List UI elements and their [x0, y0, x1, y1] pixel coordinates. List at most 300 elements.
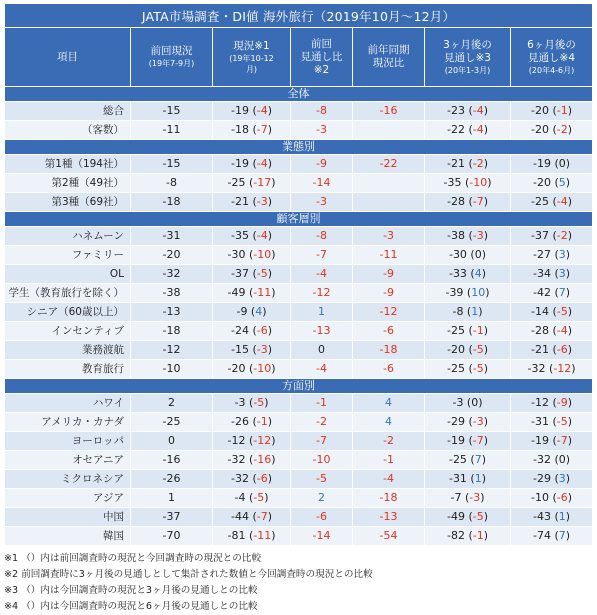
table-row	[5, 508, 593, 527]
current-diff: -5	[253, 491, 265, 504]
outlook-6m-value: -19	[532, 157, 551, 170]
current-diff: -3	[256, 343, 268, 356]
yoy-cell: -4	[353, 470, 425, 489]
row-label: アメリカ・カナダ	[5, 413, 131, 432]
vs-forecast-cell: -8	[291, 102, 353, 121]
outlook-6m-cell: -29 (3)	[511, 470, 593, 489]
outlook-3m-diff: 10	[471, 286, 486, 299]
outlook-6m-cell: -20 (-1)	[511, 102, 593, 121]
outlook-6m-diff: -12	[553, 362, 572, 375]
table-row	[5, 394, 593, 413]
row-label: 中国	[5, 508, 131, 527]
outlook-3m-diff: -7	[472, 434, 484, 447]
prev-status-cell: 2	[131, 394, 213, 413]
table-row	[5, 265, 593, 284]
footnotes	[4, 551, 592, 615]
vs-forecast-cell: -3	[291, 121, 353, 140]
current-status-cell: -12 (-12)	[213, 432, 291, 451]
vs-forecast-cell: -4	[291, 265, 353, 284]
current-status-cell: -44 (-7)	[213, 508, 291, 527]
current-value: -32	[230, 472, 249, 485]
outlook-6m-cell: -32 (0)	[511, 451, 593, 470]
outlook-3m-value: -25	[448, 453, 467, 466]
outlook-3m-cell: -25 (-1)	[425, 322, 511, 341]
current-value: -18	[230, 123, 249, 136]
outlook-6m-diff: 1	[558, 510, 566, 523]
outlook-3m-value: -35	[443, 176, 462, 189]
current-diff: -10	[253, 362, 272, 375]
outlook-6m-cell: -37 (-2)	[511, 227, 593, 246]
outlook-3m-value: -39	[445, 286, 464, 299]
outlook-6m-cell: -12 (-9)	[511, 394, 593, 413]
outlook-6m-diff: -5	[556, 305, 568, 318]
outlook-3m-cell: -20 (-5)	[425, 341, 511, 360]
table-row	[5, 102, 593, 121]
header-vs-forecast: 前回 見通し比 ※2	[291, 28, 353, 87]
yoy-cell: -12	[353, 303, 425, 322]
section-header-row	[5, 140, 593, 155]
outlook-3m-cell: -49 (-5)	[425, 508, 511, 527]
outlook-3m-cell: -39 (10)	[425, 284, 511, 303]
vs-forecast-cell: -14	[291, 527, 353, 546]
yoy-cell: 4	[353, 394, 425, 413]
table-row	[5, 303, 593, 322]
current-status-cell: -37 (-5)	[213, 265, 291, 284]
outlook-6m-value: -21	[531, 343, 549, 356]
outlook-3m-value: -3	[452, 396, 464, 409]
outlook-3m-value: -22	[446, 123, 465, 136]
current-status-cell: -20 (-10)	[213, 360, 291, 379]
di-table-container	[4, 3, 592, 615]
current-status-cell: -21 (-3)	[213, 193, 291, 212]
row-label: 第1種（194社）	[5, 155, 131, 174]
outlook-6m-cell: -74 (7)	[511, 527, 593, 546]
current-status-cell: -30 (-10)	[213, 246, 291, 265]
section-title: 全体	[5, 87, 593, 102]
current-diff: -4	[256, 157, 268, 170]
prev-status-cell: 1	[131, 489, 213, 508]
header-row	[5, 28, 593, 87]
current-diff: -3	[256, 195, 268, 208]
current-value: -37	[230, 267, 249, 280]
prev-status-cell: -11	[131, 121, 213, 140]
vs-forecast-cell: -2	[291, 413, 353, 432]
outlook-3m-diff: 0	[471, 396, 479, 409]
current-diff: 4	[255, 305, 263, 318]
outlook-6m-diff: 0	[558, 453, 566, 466]
current-status-cell: -35 (-4)	[213, 227, 291, 246]
outlook-6m-diff: -1	[556, 104, 568, 117]
prev-status-cell: -26	[131, 470, 213, 489]
yoy-cell	[353, 193, 425, 212]
current-diff: -11	[253, 529, 272, 542]
prev-status-cell: -18	[131, 322, 213, 341]
outlook-3m-value: -19	[446, 434, 465, 447]
prev-status-cell: -38	[131, 284, 213, 303]
table-row	[5, 360, 593, 379]
current-value: -24	[230, 324, 249, 337]
current-status-cell: -26 (-1)	[213, 413, 291, 432]
outlook-6m-diff: -6	[556, 343, 568, 356]
outlook-6m-value: -25	[531, 195, 549, 208]
prev-status-cell: -25	[131, 413, 213, 432]
outlook-3m-value: -30	[448, 248, 467, 261]
outlook-3m-diff: -3	[469, 491, 481, 504]
outlook-3m-cell: -82 (-1)	[425, 527, 511, 546]
outlook-6m-value: -31	[531, 415, 549, 428]
outlook-6m-cell: -43 (1)	[511, 508, 593, 527]
outlook-3m-value: -7	[450, 491, 462, 504]
outlook-3m-cell: -8 (1)	[425, 303, 511, 322]
current-status-cell: -18 (-7)	[213, 121, 291, 140]
outlook-6m-value: -14	[531, 305, 549, 318]
outlook-6m-cell: -32 (-12)	[511, 360, 593, 379]
outlook-6m-diff: -4	[556, 324, 568, 337]
yoy-cell	[353, 174, 425, 193]
yoy-cell: -54	[353, 527, 425, 546]
current-value: -26	[230, 415, 249, 428]
current-diff: -1	[256, 415, 268, 428]
outlook-3m-diff: 7	[474, 453, 482, 466]
yoy-cell: -18	[353, 341, 425, 360]
row-label: ファミリー	[5, 246, 131, 265]
outlook-6m-cell: -28 (-4)	[511, 322, 593, 341]
current-status-cell: -81 (-11)	[213, 527, 291, 546]
outlook-6m-cell: -27 (3)	[511, 246, 593, 265]
outlook-3m-cell: -38 (-3)	[425, 227, 511, 246]
outlook-3m-value: -20	[446, 343, 465, 356]
outlook-6m-value: -20	[531, 104, 549, 117]
outlook-6m-diff: -4	[556, 195, 568, 208]
outlook-3m-cell: -29 (-3)	[425, 413, 511, 432]
current-status-cell: -25 (-17)	[213, 174, 291, 193]
prev-status-cell: 0	[131, 432, 213, 451]
vs-forecast-cell: -13	[291, 322, 353, 341]
yoy-cell: -1	[353, 451, 425, 470]
vs-forecast-cell: -3	[291, 193, 353, 212]
current-value: -25	[227, 176, 246, 189]
vs-forecast-cell: 2	[291, 489, 353, 508]
prev-status-cell: -70	[131, 527, 213, 546]
current-value: -35	[230, 229, 249, 242]
outlook-6m-value: -42	[532, 286, 551, 299]
outlook-3m-diff: -4	[472, 104, 484, 117]
row-label: ミクロネシア	[5, 470, 131, 489]
yoy-cell: -2	[353, 432, 425, 451]
row-label: ヨーロッパ	[5, 432, 131, 451]
current-value: -15	[230, 343, 249, 356]
prev-status-cell: -37	[131, 508, 213, 527]
section-title: 顧客層別	[5, 212, 593, 227]
outlook-6m-diff: -9	[556, 396, 568, 409]
outlook-3m-cell: -7 (-3)	[425, 489, 511, 508]
outlook-3m-value: -33	[448, 267, 467, 280]
outlook-6m-diff: 3	[558, 472, 566, 485]
current-value: -19	[230, 157, 249, 170]
outlook-3m-diff: 1	[471, 305, 479, 318]
row-label: オセアニア	[5, 451, 131, 470]
current-value: -21	[230, 195, 249, 208]
current-status-cell: -3 (-5)	[213, 394, 291, 413]
outlook-6m-diff: 7	[558, 529, 566, 542]
vs-forecast-cell: -8	[291, 227, 353, 246]
current-status-cell: -24 (-6)	[213, 322, 291, 341]
outlook-3m-value: -82	[446, 529, 465, 542]
outlook-6m-cell: -10 (-6)	[511, 489, 593, 508]
current-value: -12	[227, 434, 246, 447]
header-3month-outlook: 3ヶ月後の 見通し※3 (20年1-3月)	[425, 28, 511, 87]
vs-forecast-cell: -1	[291, 394, 353, 413]
outlook-3m-value: -28	[446, 195, 465, 208]
outlook-6m-value: -43	[532, 510, 551, 523]
outlook-3m-diff: -1	[472, 324, 484, 337]
row-label: 学生（教育旅行を除く）	[5, 284, 131, 303]
outlook-3m-diff: -5	[472, 362, 484, 375]
current-status-cell: -49 (-11)	[213, 284, 291, 303]
vs-forecast-cell: -4	[291, 360, 353, 379]
outlook-6m-cell: -25 (-4)	[511, 193, 593, 212]
outlook-3m-diff: -1	[472, 529, 484, 542]
prev-status-cell: -31	[131, 227, 213, 246]
header-item: 項目	[5, 28, 131, 87]
section-title: 方面別	[5, 379, 593, 394]
outlook-6m-diff: -2	[556, 123, 568, 136]
row-label: ハワイ	[5, 394, 131, 413]
di-table	[4, 3, 593, 546]
current-diff: -7	[256, 510, 268, 523]
footnote: ※1 （）内は前回調査時の現況と今回調査時の現況との比較	[4, 553, 262, 564]
outlook-6m-value: -29	[532, 472, 551, 485]
outlook-3m-cell: -28 (-7)	[425, 193, 511, 212]
current-status-cell: -19 (-4)	[213, 102, 291, 121]
table-row	[5, 155, 593, 174]
row-label: 第3種（69社）	[5, 193, 131, 212]
current-value: -20	[227, 362, 246, 375]
outlook-6m-cell: -20 (-2)	[511, 121, 593, 140]
outlook-3m-cell: -31 (1)	[425, 470, 511, 489]
table-row	[5, 413, 593, 432]
outlook-6m-diff: 5	[558, 176, 566, 189]
table-row	[5, 246, 593, 265]
outlook-6m-diff: 7	[558, 286, 566, 299]
row-label: インセンティブ	[5, 322, 131, 341]
vs-forecast-cell: -6	[291, 508, 353, 527]
yoy-cell: -3	[353, 227, 425, 246]
outlook-3m-diff: -2	[472, 157, 484, 170]
outlook-6m-diff: -5	[556, 415, 568, 428]
row-label: ハネムーン	[5, 227, 131, 246]
current-diff: -4	[256, 104, 268, 117]
row-label: アジア	[5, 489, 131, 508]
prev-status-cell: -15	[131, 155, 213, 174]
outlook-6m-cell: -19 (0)	[511, 155, 593, 174]
prev-status-cell: -20	[131, 246, 213, 265]
prev-status-cell: -32	[131, 265, 213, 284]
current-diff: -7	[256, 123, 268, 136]
current-value: -49	[227, 286, 246, 299]
outlook-6m-cell: -20 (5)	[511, 174, 593, 193]
vs-forecast-cell: -7	[291, 432, 353, 451]
table-body	[5, 87, 593, 546]
current-diff: -11	[253, 286, 272, 299]
yoy-cell: 4	[353, 413, 425, 432]
section-header-row	[5, 87, 593, 102]
outlook-3m-cell: -25 (7)	[425, 451, 511, 470]
current-value: -81	[227, 529, 246, 542]
current-value: -30	[227, 248, 246, 261]
outlook-3m-diff: 1	[474, 472, 482, 485]
outlook-3m-diff: -3	[472, 415, 484, 428]
table-row	[5, 193, 593, 212]
outlook-3m-diff: -5	[472, 343, 484, 356]
outlook-6m-diff: 0	[558, 157, 566, 170]
outlook-6m-value: -20	[532, 176, 551, 189]
header-6month-outlook: 6ヶ月後の 見通し※4 (20年4-6月)	[511, 28, 593, 87]
section-header-row	[5, 212, 593, 227]
table-row	[5, 432, 593, 451]
outlook-6m-value: -28	[531, 324, 549, 337]
table-row	[5, 174, 593, 193]
outlook-3m-cell: -21 (-2)	[425, 155, 511, 174]
row-label: OL	[5, 265, 131, 284]
outlook-6m-diff: 3	[558, 248, 566, 261]
outlook-3m-diff: -5	[472, 510, 484, 523]
vs-forecast-cell: 0	[291, 341, 353, 360]
prev-status-cell: -18	[131, 193, 213, 212]
table-row	[5, 527, 593, 546]
outlook-3m-diff: -7	[472, 195, 484, 208]
outlook-3m-value: -21	[446, 157, 465, 170]
prev-status-cell: -13	[131, 303, 213, 322]
outlook-6m-cell: -34 (3)	[511, 265, 593, 284]
outlook-6m-value: -34	[532, 267, 551, 280]
current-diff: -16	[253, 453, 272, 466]
current-status-cell: -32 (-6)	[213, 470, 291, 489]
section-header-row	[5, 379, 593, 394]
outlook-3m-diff: 0	[474, 248, 482, 261]
current-diff: -5	[256, 267, 268, 280]
outlook-6m-value: -10	[531, 491, 549, 504]
table-row	[5, 451, 593, 470]
table-row	[5, 284, 593, 303]
outlook-3m-value: -38	[446, 229, 465, 242]
row-label: シニア（60歳以上）	[5, 303, 131, 322]
outlook-6m-cell: -14 (-5)	[511, 303, 593, 322]
outlook-3m-cell: -25 (-5)	[425, 360, 511, 379]
outlook-6m-value: -20	[531, 123, 549, 136]
row-label: 教育旅行	[5, 360, 131, 379]
table-row	[5, 227, 593, 246]
outlook-6m-value: -37	[531, 229, 549, 242]
current-status-cell: -4 (-5)	[213, 489, 291, 508]
table-row	[5, 470, 593, 489]
header-yoy: 前年同期 現況比	[353, 28, 425, 87]
yoy-cell: -9	[353, 265, 425, 284]
prev-status-cell: -15	[131, 102, 213, 121]
outlook-6m-diff: -7	[556, 434, 568, 447]
current-diff: -10	[253, 248, 272, 261]
yoy-cell: -13	[353, 508, 425, 527]
outlook-3m-cell: -30 (0)	[425, 246, 511, 265]
current-diff: -4	[256, 229, 268, 242]
outlook-6m-diff: -2	[556, 229, 568, 242]
outlook-3m-value: -23	[446, 104, 465, 117]
current-diff: -6	[256, 472, 268, 485]
outlook-6m-diff: 3	[558, 267, 566, 280]
outlook-3m-diff: -10	[469, 176, 488, 189]
current-diff: -12	[253, 434, 272, 447]
outlook-3m-cell: -35 (-10)	[425, 174, 511, 193]
current-value: -44	[230, 510, 249, 523]
outlook-3m-cell: -22 (-4)	[425, 121, 511, 140]
outlook-6m-value: -32	[527, 362, 546, 375]
outlook-6m-value: -27	[532, 248, 551, 261]
section-title: 業態別	[5, 140, 593, 155]
outlook-3m-cell: -33 (4)	[425, 265, 511, 284]
current-status-cell: -15 (-3)	[213, 341, 291, 360]
current-diff: -6	[256, 324, 268, 337]
row-label: 韓国	[5, 527, 131, 546]
outlook-3m-cell: -3 (0)	[425, 394, 511, 413]
prev-status-cell: -8	[131, 174, 213, 193]
outlook-3m-diff: -4	[472, 123, 484, 136]
current-value: -3	[234, 396, 246, 409]
vs-forecast-cell: -12	[291, 284, 353, 303]
current-status-cell: -9 (4)	[213, 303, 291, 322]
outlook-6m-cell: -31 (-5)	[511, 413, 593, 432]
outlook-3m-value: -49	[446, 510, 465, 523]
outlook-3m-value: -25	[446, 362, 465, 375]
current-value: -9	[236, 305, 248, 318]
current-diff: -17	[253, 176, 272, 189]
current-value: -4	[234, 491, 246, 504]
vs-forecast-cell: -7	[291, 246, 353, 265]
yoy-cell	[353, 121, 425, 140]
outlook-6m-value: -19	[531, 434, 549, 447]
vs-forecast-cell: -5	[291, 470, 353, 489]
current-diff: -5	[253, 396, 265, 409]
outlook-3m-value: -8	[452, 305, 464, 318]
current-value: -32	[227, 453, 246, 466]
outlook-3m-value: -31	[448, 472, 467, 485]
current-value: -19	[230, 104, 249, 117]
row-label: 総合	[5, 102, 131, 121]
outlook-6m-cell: -19 (-7)	[511, 432, 593, 451]
yoy-cell: -6	[353, 322, 425, 341]
footnote: ※4 （）内は今回調査時の現況と6ヶ月後の見通しとの比較	[4, 601, 258, 612]
outlook-3m-value: -29	[446, 415, 465, 428]
yoy-cell: -6	[353, 360, 425, 379]
prev-status-cell: -16	[131, 451, 213, 470]
table-row	[5, 489, 593, 508]
yoy-cell: -18	[353, 489, 425, 508]
outlook-6m-cell: -42 (7)	[511, 284, 593, 303]
yoy-cell: -22	[353, 155, 425, 174]
table-title: JATA市場調査・DI値 海外旅行（2019年10月〜12月）	[5, 4, 593, 28]
vs-forecast-cell: -10	[291, 451, 353, 470]
table-row	[5, 341, 593, 360]
prev-status-cell: -12	[131, 341, 213, 360]
vs-forecast-cell: 1	[291, 303, 353, 322]
outlook-6m-value: -32	[532, 453, 551, 466]
outlook-6m-value: -12	[531, 396, 549, 409]
yoy-cell: -9	[353, 284, 425, 303]
outlook-3m-cell: -23 (-4)	[425, 102, 511, 121]
footnote: ※3 （）内は今回調査時の現況と3ヶ月後の見通しとの比較	[4, 585, 258, 596]
footnote: ※2 前回調査時に3ヶ月後の見通しとして集計された数値と今回調査時の現況との比較	[4, 569, 373, 580]
outlook-6m-value: -74	[532, 529, 551, 542]
current-status-cell: -32 (-16)	[213, 451, 291, 470]
